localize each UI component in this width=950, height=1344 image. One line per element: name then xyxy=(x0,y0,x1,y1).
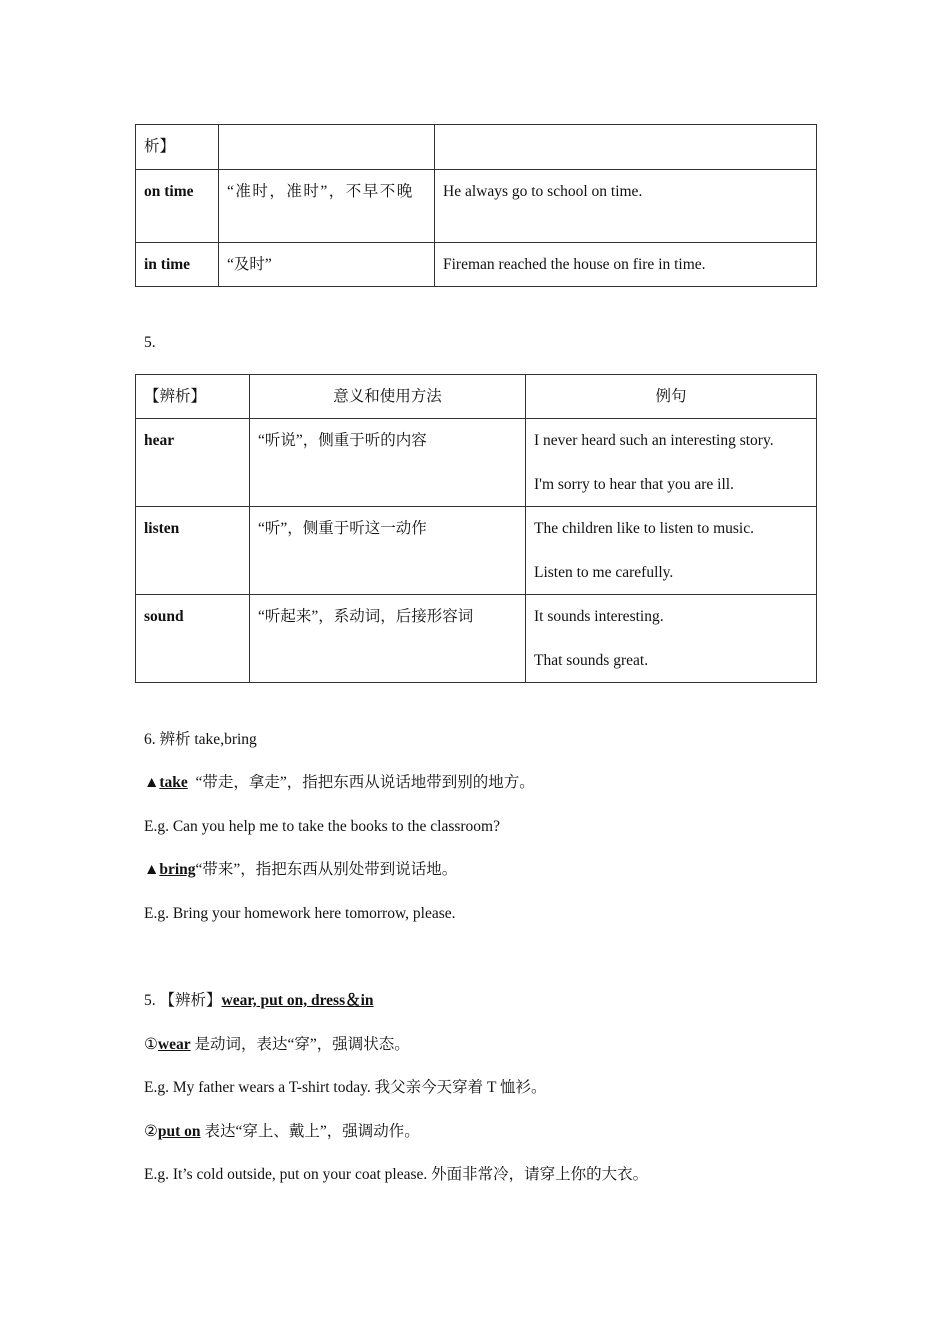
section-number: 5. xyxy=(144,334,156,351)
meaning-cell: “听起来”，系动词，后接形容词 xyxy=(250,595,526,683)
keyword-bring: bring xyxy=(159,861,196,878)
table-cell-empty xyxy=(219,125,435,170)
table-header-fragment: 析】 xyxy=(136,125,219,170)
example-line: E.g. It’s cold outside, put on your coat please. 外面非常冷，请穿上你的大衣。 xyxy=(144,1166,649,1183)
header-cell: 意义和使用方法 xyxy=(250,375,526,419)
example-cell xyxy=(526,507,817,595)
example-line: E.g. Can you help me to take the books to the classroom? xyxy=(144,818,500,835)
example-sentence: Listen to me carefully. xyxy=(534,564,674,581)
example-sentence: It sounds interesting. xyxy=(534,608,664,625)
table-row xyxy=(136,125,817,170)
example-cell: Fireman reached the house on fire in time. xyxy=(435,243,817,287)
definition-text: 是动词，表达“穿”，强调状态。 xyxy=(194,1036,410,1053)
example-sentence: I never heard such an interesting story. xyxy=(534,432,774,449)
table-row xyxy=(136,170,817,243)
example-line: E.g. My father wears a T-shirt today. 我父亲今天穿着 T 恤衫。 xyxy=(144,1079,547,1096)
triangle-marker: ▲ xyxy=(144,774,160,791)
keyword-put-on: put on xyxy=(157,1123,201,1140)
section-prefix: 5. 【辨析】 xyxy=(144,992,222,1009)
table-row xyxy=(136,419,817,507)
term-cell: hear xyxy=(136,419,250,507)
circled-number: ① xyxy=(144,1036,158,1053)
table-row xyxy=(136,595,817,683)
table-hear-listen-sound xyxy=(135,374,817,683)
example-line: E.g. Bring your homework here tomorrow, please. xyxy=(144,905,456,922)
example-cell xyxy=(526,595,817,683)
term-cell: listen xyxy=(136,507,250,595)
table-cell-empty xyxy=(435,125,817,170)
term-cell: in time xyxy=(136,243,219,287)
definition-text: 表达“穿上、戴上”，强调动作。 xyxy=(204,1123,420,1140)
example-cell: He always go to school on time. xyxy=(435,170,817,243)
term-cell: on time xyxy=(136,170,219,243)
keyword-wear: wear xyxy=(157,1036,191,1053)
section-title: 6. 辨析 take,bring xyxy=(144,731,257,748)
header-cell: 【辨析】 xyxy=(136,375,250,419)
circled-number: ② xyxy=(144,1123,158,1140)
table-header-row xyxy=(136,375,817,419)
section-keywords: wear, put on, dress＆in xyxy=(221,992,374,1009)
definition-text: “带走，拿走”，指把东西从说话地带到别的地方。 xyxy=(195,774,535,791)
meaning-cell: “及时” xyxy=(219,243,435,287)
table-row xyxy=(136,507,817,595)
header-cell: 例句 xyxy=(526,375,817,419)
triangle-marker: ▲ xyxy=(144,861,160,878)
keyword-take: take xyxy=(159,774,188,791)
bring-definition xyxy=(144,860,457,880)
wear-definition xyxy=(144,1035,410,1055)
meaning-cell: “准时，准时”，不早不晚 xyxy=(219,170,435,243)
example-cell xyxy=(526,419,817,507)
puton-definition xyxy=(144,1122,420,1142)
term-cell: sound xyxy=(136,595,250,683)
table-row xyxy=(136,243,817,287)
meaning-cell: “听”，侧重于听这一动作 xyxy=(250,507,526,595)
definition-text: “带来”，指把东西从别处带到说话地。 xyxy=(195,861,458,878)
example-sentence: The children like to listen to music. xyxy=(534,520,754,537)
example-sentence: That sounds great. xyxy=(534,652,649,669)
take-definition xyxy=(144,773,535,793)
meaning-cell: “听说”，侧重于听的内容 xyxy=(250,419,526,507)
table-time-phrases xyxy=(135,124,817,287)
example-sentence: I'm sorry to hear that you are ill. xyxy=(534,476,734,493)
section-heading xyxy=(144,991,374,1011)
